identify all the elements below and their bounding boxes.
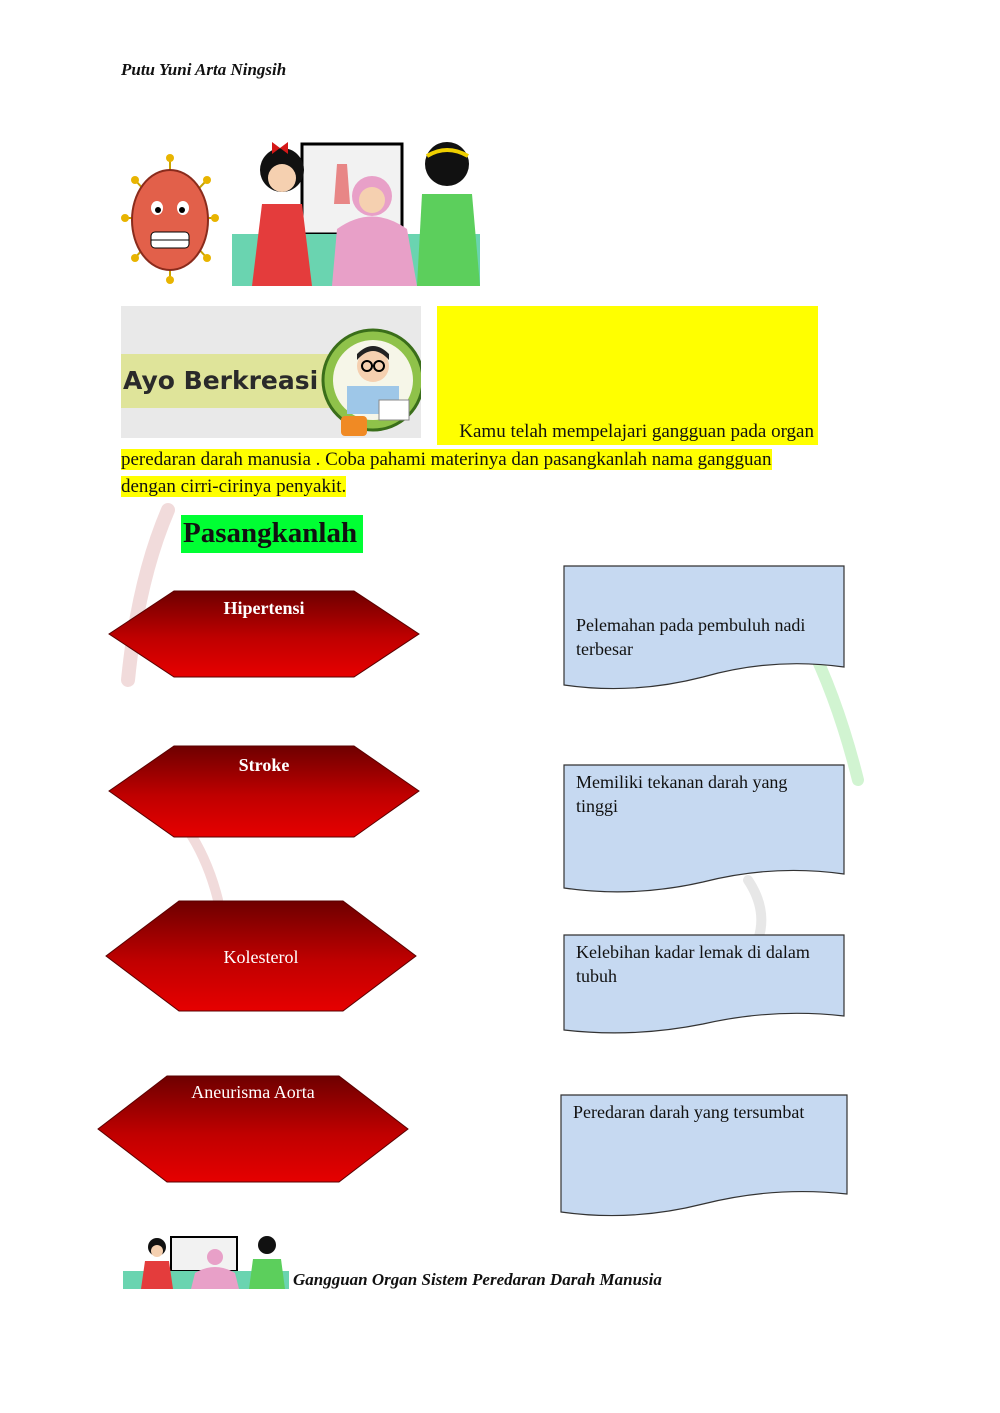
footer-classroom-illustration <box>123 1233 289 1289</box>
student-drawing-illustration <box>317 324 421 438</box>
classroom-illustration <box>232 134 480 286</box>
ayo-berkreasi-banner <box>121 306 421 438</box>
footer-caption: Gangguan Organ Sistem Peredaran Darah Manusia <box>293 1270 662 1289</box>
description-card-4[interactable] <box>560 1094 848 1222</box>
description-text: Peredaran darah yang tersumbat <box>573 1102 805 1122</box>
description-text: Memiliki tekanan darah yang tinggi <box>576 772 788 816</box>
description-card-3[interactable] <box>563 934 845 1038</box>
disease-label: Stroke <box>238 755 290 775</box>
disease-stroke[interactable] <box>108 745 420 838</box>
intro-text-line2: peredaran darah manusia . Coba pahami materinya dan pasangkanlah nama gangguan <box>121 449 772 470</box>
banner-title: Ayo Berkreasi <box>121 354 361 408</box>
disease-label: Kolesterol <box>223 947 299 967</box>
virus-illustration <box>121 150 219 286</box>
disease-kolesterol[interactable] <box>105 900 417 1012</box>
description-card-2[interactable] <box>563 764 845 898</box>
description-text: Kelebihan kadar lemak di dalam tubuh <box>576 942 810 986</box>
disease-aneurisma-aorta[interactable] <box>97 1075 409 1183</box>
disease-label: Aneurisma Aorta <box>191 1082 315 1102</box>
activity-title: Pasangkanlah <box>181 515 363 553</box>
intro-text <box>121 446 821 500</box>
intro-text-line1: Kamu telah mempelajari gangguan pada organ <box>437 419 818 445</box>
intro-text-line3: dengan cirri-cirinya penyakit. <box>121 476 347 497</box>
disease-hipertensi[interactable] <box>108 590 420 678</box>
author-name: Putu Yuni Arta Ningsih <box>121 60 287 79</box>
disease-label: Hipertensi <box>223 598 305 618</box>
highlight-block <box>437 306 818 420</box>
description-card-1[interactable] <box>563 565 845 695</box>
description-text: Pelemahan pada pembuluh nadi terbesar <box>576 615 806 659</box>
